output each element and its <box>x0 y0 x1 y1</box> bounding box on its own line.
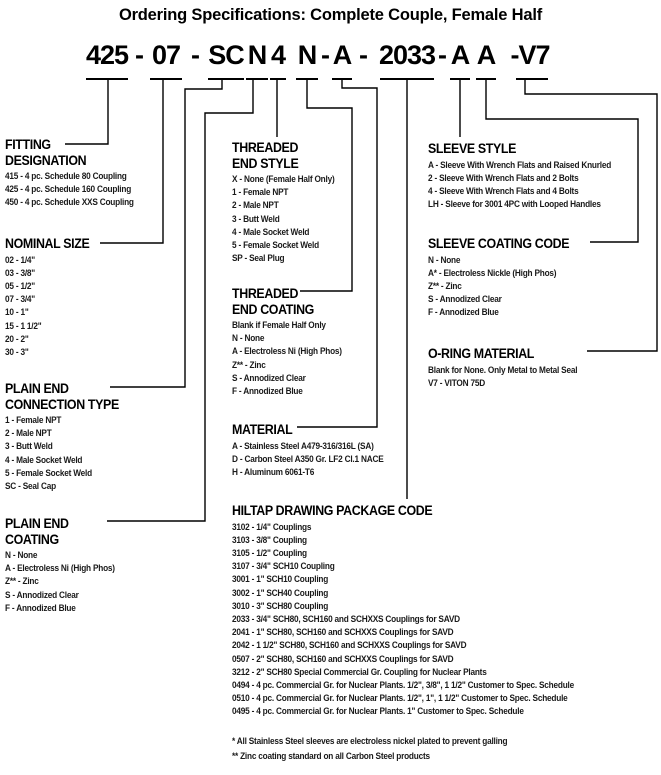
section-heading <box>428 236 569 252</box>
footnotes <box>232 734 507 764</box>
list-item: F - Annodized Blue <box>5 602 76 614</box>
part-segment-material: A <box>332 40 352 70</box>
heading-line: THREADED <box>232 140 299 155</box>
list-item: X - None (Female Half Only) <box>232 174 335 185</box>
heading-line: CONNECTION TYPE <box>5 396 119 412</box>
list-item: V7 - VITON 75D <box>428 377 485 389</box>
section-plain-end-connection-type <box>5 381 129 493</box>
list-item: 3002 - 1" SCH40 Coupling <box>232 587 329 599</box>
part-segment-sleeve-coat: A <box>476 40 496 70</box>
list-item: S - Annodized Clear <box>232 372 306 384</box>
heading-line: MATERIAL <box>232 422 293 437</box>
list-item: 5 - Female Socket Weld <box>5 467 92 479</box>
list-item: A* - Electroless Nickle (High Phos) <box>428 267 557 279</box>
list-item: 03 - 3/8" <box>5 267 36 279</box>
list-item: 2042 - 1 1/2" SCH80, SCH160 and SCHXXS Couplings for SAVD <box>232 640 467 652</box>
list-item: Z** - Zinc <box>428 280 462 292</box>
heading-line: THREADED <box>232 286 299 301</box>
part-segment-nominal-size: 07 <box>151 40 181 70</box>
list-item: Z** - Zinc <box>232 359 266 371</box>
part-separator: - <box>191 40 199 70</box>
section-sleeve-style <box>428 141 638 211</box>
list-item: 02 - 1/4" <box>5 254 36 266</box>
list-item: F - Annodized Blue <box>428 307 499 319</box>
section-sleeve-coating-code <box>428 236 581 320</box>
section-heading <box>232 503 594 519</box>
part-segment-fitting: 425 <box>85 40 129 70</box>
list-item: 0494 - 4 pc. Commercial Gr. for Nuclear Plants. 1/2", 3/8", 1 1/2" Customer to Spec. Schedule <box>232 679 575 691</box>
list-item: S - Annodized Clear <box>428 294 502 306</box>
list-item: 2033 - 3/4" SCH80, SCH160 and SCHXXS Couplings for SAVD <box>232 613 460 625</box>
section-heading <box>5 381 119 412</box>
part-segment-plain-end-type: SC <box>208 40 244 70</box>
list-item: 1 - Female NPT <box>5 415 62 426</box>
part-segment-thread-style: 4 <box>270 40 286 70</box>
section-heading <box>5 516 121 547</box>
list-item: 2041 - 1" SCH80, SCH160 and SCHXXS Couplings for SAVD <box>232 627 454 639</box>
heading-line: COATING <box>5 531 59 547</box>
list-item: 2 - Male NPT <box>5 428 52 440</box>
section-heading <box>428 346 586 362</box>
list-item: 3107 - 3/4" SCH10 Coupling <box>232 561 335 573</box>
section-hiltap-drawing-package-code <box>232 503 625 719</box>
section-heading <box>232 140 340 171</box>
list-item: A - Stainless Steel A479-316/316L (SA) <box>232 440 374 452</box>
list-item: 1 - Female NPT <box>232 187 289 199</box>
list-item: 3 - Butt Weld <box>232 213 280 225</box>
heading-line: FITTING <box>5 137 51 152</box>
section-fitting-designation <box>5 137 153 210</box>
footnote-line: * All Stainless Steel sleeves are electroless nickel plated to prevent galling <box>232 736 508 747</box>
section-heading <box>5 137 141 168</box>
section-heading <box>428 141 622 157</box>
list-item: 0507 - 2" SCH80, SCH160 and SCHXXS Couplings for SAVD <box>232 653 454 665</box>
list-item: SP - Seal Plug <box>232 253 285 265</box>
list-item: 4 - Male Socket Weld <box>5 454 83 466</box>
list-item: N - None <box>428 254 461 266</box>
list-item: 0495 - 4 pc. Commercial Gr. for Nuclear Plants. 1" Customer to Spec. Schedule <box>232 706 524 718</box>
list-item: 3010 - 3" SCH80 Coupling <box>232 600 329 612</box>
page-title: Ordering Specifications: Complete Couple, Female Half <box>118 6 543 24</box>
list-item: 10 - 1" <box>5 307 29 319</box>
heading-line: END COATING <box>232 301 314 317</box>
list-item: 30 - 3" <box>5 346 29 358</box>
part-separator: - <box>321 40 329 70</box>
footnote-line: ** Zinc coating standard on all Carbon Steel products <box>232 751 430 762</box>
section-plain-end-coating <box>5 516 131 615</box>
list-item: N - None <box>232 333 265 345</box>
list-item: LH - Sleeve for 3001 4PC with Looped Handles <box>428 199 601 211</box>
heading-line: SLEEVE COATING CODE <box>428 236 570 251</box>
list-item: Blank for None. Only Metal to Metal Seal <box>428 364 578 376</box>
section-threaded-end-style <box>232 140 350 265</box>
list-item: 07 - 3/4" <box>5 294 36 306</box>
heading-line: PLAIN END <box>5 381 69 396</box>
list-item: F - Annodized Blue <box>232 386 303 398</box>
section-heading <box>232 286 348 317</box>
list-item: H - Aluminum 6061-T6 <box>232 466 315 478</box>
list-item: A - Sleeve With Wrench Flats and Raised Knurled <box>428 159 612 171</box>
section-threaded-end-coating <box>232 286 358 398</box>
section-heading <box>5 236 89 252</box>
list-item: 0510 - 4 pc. Commercial Gr. for Nuclear Plants. 1/2", 1", 1 1/2" Customer to Spec. Schedule <box>232 693 568 705</box>
heading-line: END STYLE <box>232 155 299 171</box>
list-item: 3212 - 2" SCH80 Special Commercial Gr. Coupling for Nuclear Plants <box>232 666 487 678</box>
list-item: SC - Seal Cap <box>5 481 56 493</box>
part-segment-thread-coat: N <box>297 40 317 70</box>
list-item: 3103 - 3/8" Coupling <box>232 534 307 546</box>
list-item: S - Annodized Clear <box>5 589 79 601</box>
list-item: 5 - Female Socket Weld <box>232 240 319 252</box>
section-heading <box>232 422 392 438</box>
heading-line: O-RING MATERIAL <box>428 346 535 361</box>
heading-line: PLAIN END <box>5 516 69 531</box>
heading-line: HILTAP DRAWING PACKAGE CODE <box>232 503 433 518</box>
part-segment-oring: -V7 <box>510 40 550 70</box>
list-item: N - None <box>5 550 38 561</box>
heading-line: SLEEVE STYLE <box>428 141 517 156</box>
list-item: 3 - Butt Weld <box>5 441 53 453</box>
list-item: 05 - 1/2" <box>5 280 36 292</box>
part-segment-plain-end-coat: N <box>247 40 267 70</box>
list-item: A - Electroless Ni (High Phos) <box>5 563 115 575</box>
list-item: 2 - Sleeve With Wrench Flats and 2 Bolts <box>428 172 579 184</box>
list-item: Z** - Zinc <box>5 576 39 588</box>
list-item: Blank if Female Half Only <box>232 320 326 331</box>
connector-line <box>65 80 108 144</box>
heading-line: NOMINAL SIZE <box>5 236 90 251</box>
section-nominal-size <box>5 236 97 359</box>
list-item: 20 - 2" <box>5 333 29 345</box>
heading-line: DESIGNATION <box>5 152 87 168</box>
list-item: 450 - 4 pc. Schedule XXS Coupling <box>5 197 134 209</box>
part-segment-package-code: 2033 <box>378 40 436 70</box>
part-segment-sleeve-style: A <box>450 40 470 70</box>
section-o-ring-material <box>428 346 600 390</box>
list-item: 4 - Male Socket Weld <box>232 226 310 238</box>
part-separator: - <box>359 40 367 70</box>
list-item: 3105 - 1/2" Coupling <box>232 547 307 559</box>
list-item: D - Carbon Steel A350 Gr. LF2 Cl.1 NACE <box>232 453 384 465</box>
list-item: 415 - 4 pc. Schedule 80 Coupling <box>5 171 127 182</box>
list-item: 3102 - 1/4" Couplings <box>232 521 312 533</box>
section-material <box>232 422 406 479</box>
part-separator: - <box>135 40 143 70</box>
list-item: 2 - Male NPT <box>232 200 279 212</box>
list-item: 4 - Sleeve With Wrench Flats and 4 Bolts <box>428 185 579 197</box>
part-separator: - <box>438 40 446 70</box>
list-item: 3001 - 1" SCH10 Coupling <box>232 574 329 586</box>
list-item: 425 - 4 pc. Schedule 160 Coupling <box>5 184 132 196</box>
list-item: 15 - 1 1/2" <box>5 320 42 332</box>
list-item: A - Electroless Ni (High Phos) <box>232 346 342 358</box>
